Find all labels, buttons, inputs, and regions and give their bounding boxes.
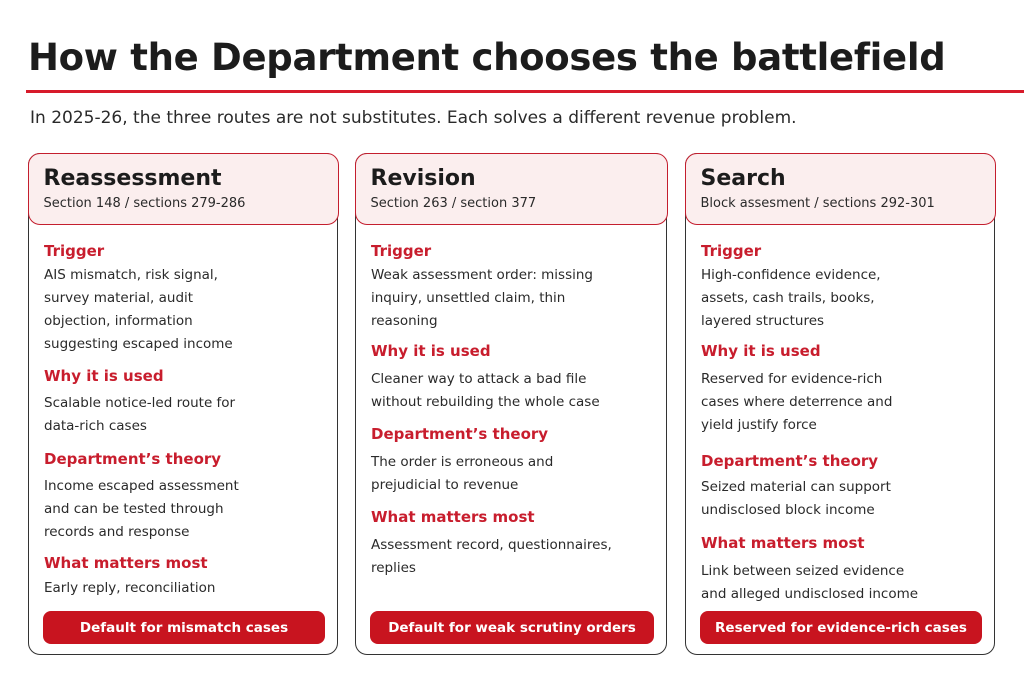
why-text: Reserved for evidence-rich cases where deterrence and yield justify force — [701, 371, 893, 433]
trigger-heading: Trigger — [701, 242, 762, 260]
matters-text: Link between seized evidence and alleged undisclosed income — [701, 563, 919, 602]
card-header — [685, 153, 996, 225]
trigger-text: Weak assessment order: missing inquiry, unsettled claim, thin reasoning — [371, 267, 593, 329]
trigger-text: High-confidence evidence, assets, cash trails, books, layered structures — [701, 267, 881, 329]
page-subtitle: In 2025-26, the three routes are not substitutes. Each solves a different revenue problem. — [30, 108, 797, 128]
card-header — [355, 153, 668, 225]
why-text: Cleaner way to attack a bad file without rebuilding the whole case — [371, 371, 600, 410]
matters-heading: What matters most — [371, 508, 535, 526]
card-title: Revision — [370, 165, 476, 191]
card-subtitle: Section 148 / sections 279-286 — [43, 195, 246, 211]
why-heading: Why it is used — [701, 342, 821, 360]
theory-text: Seized material can support undisclosed block income — [701, 479, 891, 518]
card-revision — [355, 153, 667, 655]
title-divider — [26, 90, 1024, 93]
trigger-text: AIS mismatch, risk signal, survey material, audit objection, information suggesting escaped income — [44, 267, 233, 352]
route-badge: Default for mismatch cases — [43, 611, 325, 644]
matters-heading: What matters most — [44, 554, 208, 572]
theory-heading: Department’s theory — [371, 425, 549, 443]
card-subtitle: Section 263 / section 377 — [370, 195, 537, 211]
card-search — [685, 153, 995, 655]
trigger-heading: Trigger — [44, 242, 105, 260]
card-header — [28, 153, 339, 225]
card-subtitle: Block assesment / sections 292-301 — [700, 195, 935, 211]
page-title: How the Department chooses the battlefield — [28, 36, 946, 79]
theory-text: Income escaped assessment and can be tested through records and response — [44, 478, 239, 540]
why-heading: Why it is used — [371, 342, 491, 360]
card-title: Reassessment — [43, 165, 222, 191]
theory-heading: Department’s theory — [44, 450, 222, 468]
matters-heading: What matters most — [701, 534, 865, 552]
route-badge: Default for weak scrutiny orders — [370, 611, 654, 644]
matters-text: Assessment record, questionnaires, replies — [371, 537, 612, 576]
card-title: Search — [700, 165, 786, 191]
theory-heading: Department’s theory — [701, 452, 879, 470]
theory-text: The order is erroneous and prejudicial to revenue — [371, 454, 554, 493]
trigger-heading: Trigger — [371, 242, 432, 260]
card-reassessment — [28, 153, 338, 655]
route-badge: Reserved for evidence-rich cases — [700, 611, 982, 644]
why-text: Scalable notice-led route for data-rich cases — [44, 395, 236, 434]
matters-text: Early reply, reconciliation — [44, 580, 216, 596]
why-heading: Why it is used — [44, 367, 164, 385]
